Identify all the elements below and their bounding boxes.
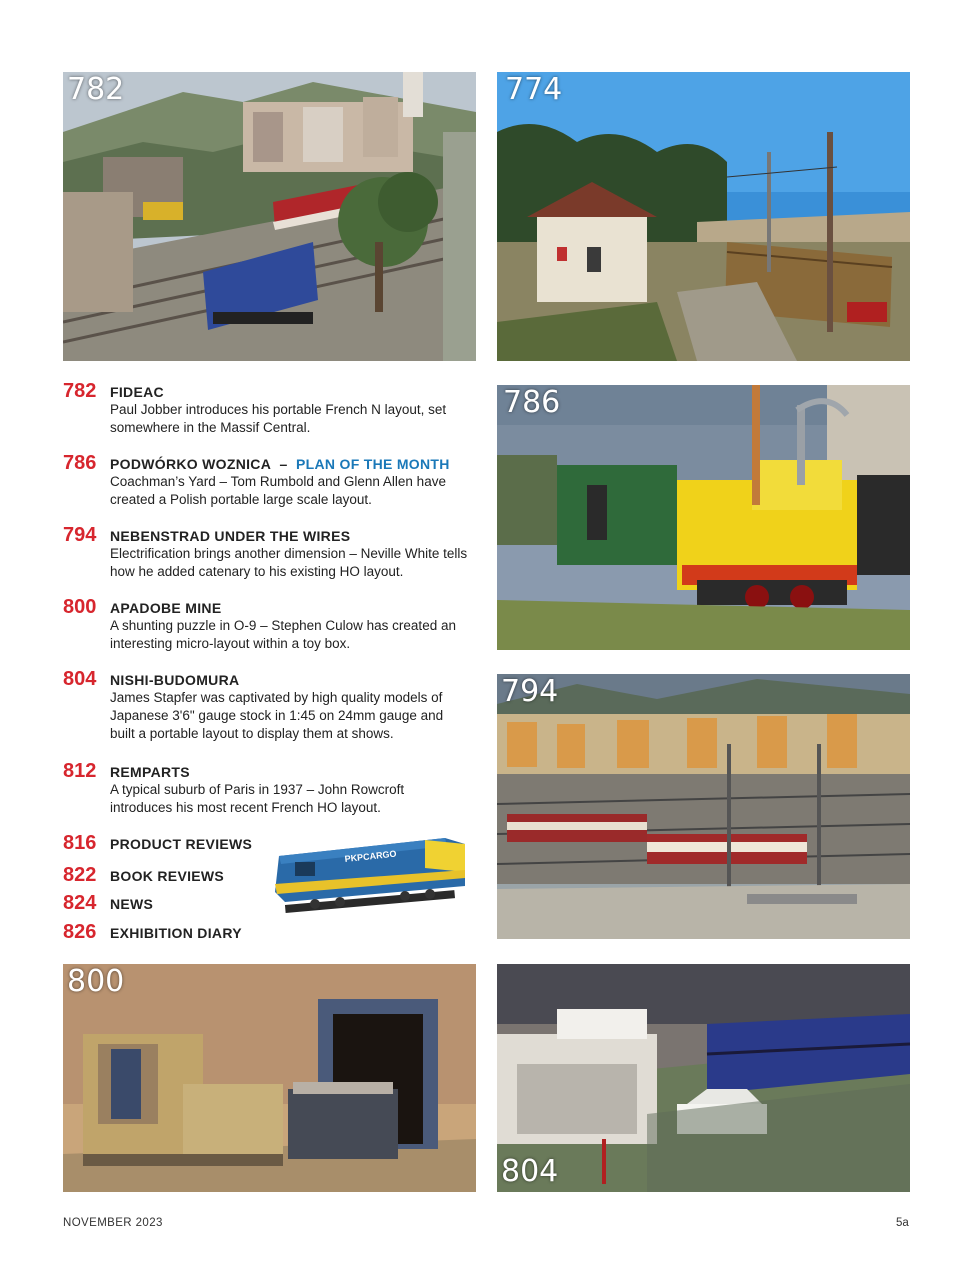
entry-description: James Stapfer was captivated by high quality models of Japanese 3'6" gauge stock in 1:45 on 24mm gauge and built a portable layout to display them at shows. bbox=[110, 690, 444, 741]
photo-804-image bbox=[497, 964, 910, 1192]
entry-title-text: PODWÓRKO WOZNICA bbox=[110, 456, 272, 472]
footer-page-number: 5a bbox=[896, 1217, 909, 1229]
entry-description: A typical suburb of Paris in 1937 – John Rowcroft introduces his most recent French HO layout. bbox=[110, 782, 405, 815]
photo-794 bbox=[497, 674, 910, 939]
photo-786-image bbox=[497, 385, 910, 650]
entry-title: NEWS bbox=[110, 896, 154, 912]
photo-804 bbox=[497, 964, 910, 1192]
pkp-cargo-loco-icon bbox=[265, 832, 475, 914]
entry-page-number: 804 bbox=[63, 668, 97, 690]
loco-livery-text: PKPCARGO bbox=[344, 848, 397, 864]
entry-description: Electrification brings another dimension – Neville White tells how he added catenary to his existing HO layout. bbox=[110, 546, 468, 579]
photo-794-image bbox=[497, 674, 910, 939]
photo-782 bbox=[63, 72, 476, 361]
photo-794-page-number: 794 bbox=[501, 674, 559, 709]
entry-description: A shunting puzzle in O-9 – Stephen Culow has created an interesting micro-layout within a toy box. bbox=[110, 618, 456, 651]
entry-title: EXHIBITION DIARY bbox=[110, 925, 242, 941]
photo-782-image bbox=[63, 72, 476, 361]
photo-800-page-number: 800 bbox=[67, 964, 125, 999]
entry-title: APADOBE MINE bbox=[110, 600, 222, 616]
entry-description: Coachman’s Yard – Tom Rumbold and Glenn Allen have created a Polish portable large scale layout. bbox=[110, 474, 446, 507]
entry-page-number: 786 bbox=[63, 452, 97, 474]
photo-804-page-number: 804 bbox=[501, 1154, 559, 1189]
plan-of-the-month-label: PLAN OF THE MONTH bbox=[296, 456, 450, 472]
entry-page-number: 822 bbox=[63, 864, 97, 886]
entry-title: BOOK REVIEWS bbox=[110, 868, 225, 884]
entry-title-separator: – bbox=[279, 456, 288, 472]
product-review-loco-image bbox=[265, 832, 475, 914]
entry-page-number: 816 bbox=[63, 832, 97, 854]
photo-774-page-number: 774 bbox=[505, 72, 563, 107]
photo-774-image bbox=[497, 72, 910, 361]
photo-786-page-number: 786 bbox=[503, 385, 561, 420]
entry-title bbox=[110, 455, 450, 473]
entry-page-number: 826 bbox=[63, 921, 97, 943]
entry-description: Paul Jobber introduces his portable French N layout, set somewhere in the Massif Central. bbox=[110, 402, 447, 435]
entry-title: FIDEAC bbox=[110, 384, 164, 400]
photo-800-image bbox=[63, 964, 476, 1192]
entry-title: REMPARTS bbox=[110, 764, 190, 780]
photo-786 bbox=[497, 385, 910, 650]
entry-page-number: 794 bbox=[63, 524, 97, 546]
photo-782-page-number: 782 bbox=[67, 72, 125, 107]
footer-issue-date: NOVEMBER 2023 bbox=[63, 1217, 163, 1229]
entry-page-number: 812 bbox=[63, 760, 97, 782]
entry-title: NEBENSTRAD UNDER THE WIRES bbox=[110, 528, 351, 544]
entry-page-number: 782 bbox=[63, 380, 97, 402]
entry-page-number: 800 bbox=[63, 596, 97, 618]
photo-774 bbox=[497, 72, 910, 361]
photo-800 bbox=[63, 964, 476, 1192]
entry-page-number: 824 bbox=[63, 892, 97, 914]
entry-title: PRODUCT REVIEWS bbox=[110, 836, 253, 852]
entry-title: NISHI-BUDOMURA bbox=[110, 672, 240, 688]
